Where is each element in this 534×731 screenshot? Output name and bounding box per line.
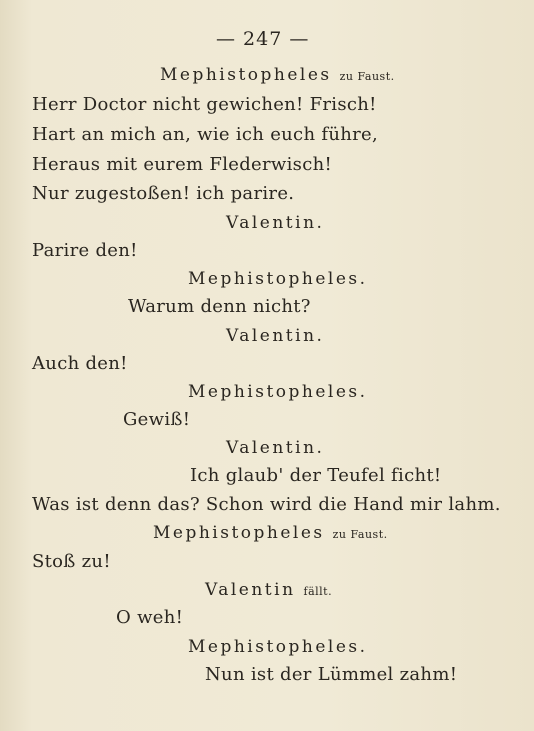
speaker-name: Mephistopheles. bbox=[188, 269, 368, 289]
speech-line: Gewiß! bbox=[123, 409, 191, 430]
speaker-line bbox=[188, 268, 368, 290]
stage-direction: zu Faust. bbox=[332, 528, 388, 541]
speech-line: Auch den! bbox=[32, 353, 128, 374]
speaker-line bbox=[188, 381, 368, 403]
page-number: — 247 — bbox=[216, 28, 310, 50]
speaker-name: Valentin bbox=[205, 580, 296, 600]
speech-line: Hart an mich an, wie ich euch führe, bbox=[32, 124, 378, 145]
speaker-line bbox=[226, 325, 324, 347]
speech-line: Parire den! bbox=[32, 240, 138, 261]
speaker-name: Mephistopheles bbox=[160, 65, 332, 85]
speech-line: Warum denn nicht? bbox=[128, 296, 311, 317]
speech-line: Ich glaub' der Teufel ficht! bbox=[190, 465, 442, 486]
speech-line: O weh! bbox=[116, 607, 184, 628]
stage-direction: zu Faust. bbox=[339, 70, 395, 83]
speaker-name: Mephistopheles. bbox=[188, 382, 368, 402]
speaker-line bbox=[160, 64, 395, 88]
speaker-line bbox=[226, 437, 324, 459]
speaker-line bbox=[153, 522, 388, 546]
speech-line: Nun ist der Lümmel zahm! bbox=[205, 664, 458, 685]
speech-line: Heraus mit eurem Flederwisch! bbox=[32, 154, 332, 175]
speech-line: Nur zugestoßen! ich parire. bbox=[32, 183, 295, 204]
speaker-name: Valentin. bbox=[226, 213, 325, 233]
speaker-line bbox=[205, 579, 332, 603]
stage-direction: fällt. bbox=[303, 585, 333, 598]
speaker-name: Valentin. bbox=[226, 326, 325, 346]
page-number-value: 247 bbox=[243, 28, 283, 50]
speaker-name: Valentin. bbox=[226, 438, 325, 458]
speech-line: Was ist denn das? Schon wird die Hand mir lahm. bbox=[32, 494, 501, 515]
speech-line: Stoß zu! bbox=[32, 551, 111, 572]
speech-line: Herr Doctor nicht gewichen! Frisch! bbox=[32, 94, 377, 115]
speaker-line bbox=[226, 212, 324, 234]
speaker-name: Mephistopheles bbox=[153, 523, 325, 543]
speaker-line bbox=[188, 636, 368, 658]
speaker-name: Mephistopheles. bbox=[188, 637, 368, 657]
